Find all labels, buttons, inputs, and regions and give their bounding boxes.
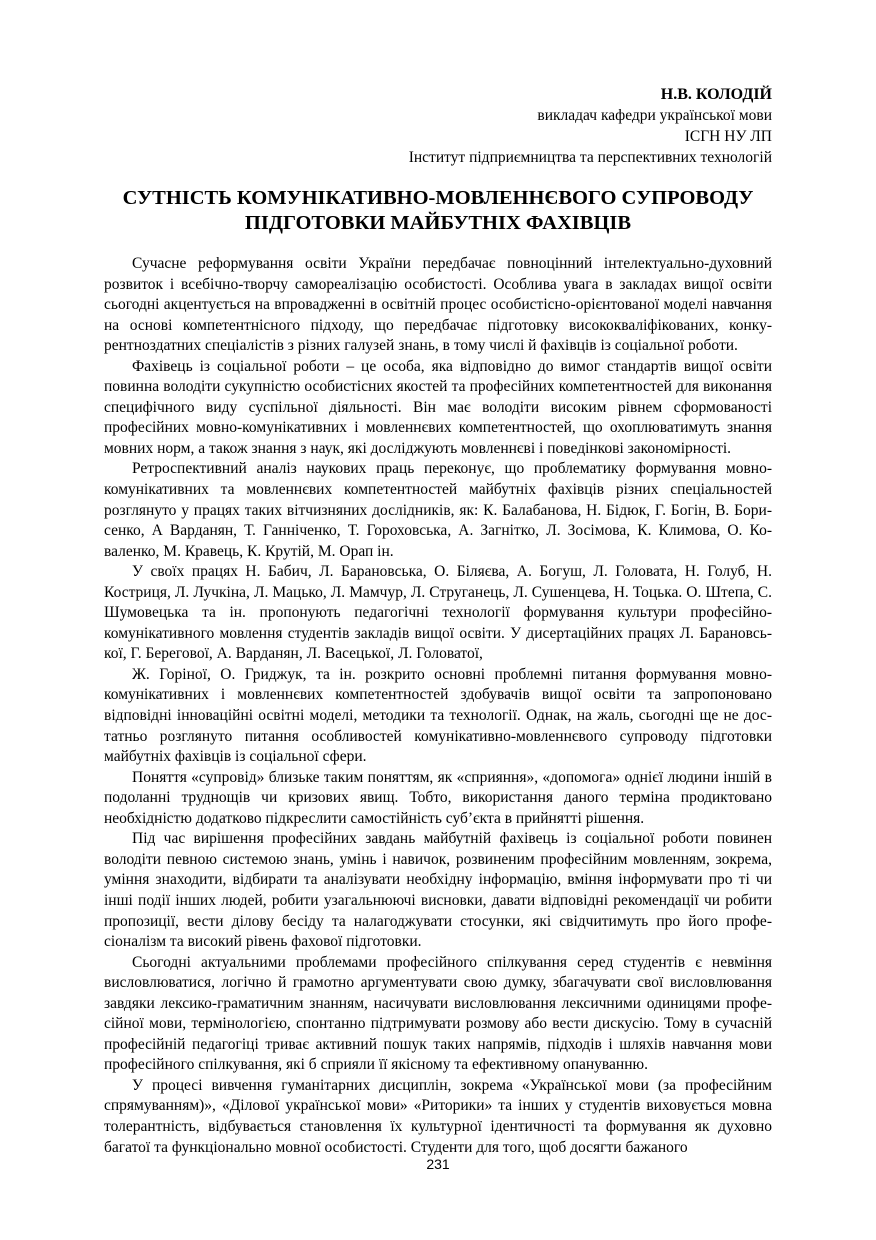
title-line-2: ПІДГОТОВКИ МАЙБУТНІХ ФАХІВЦІВ [244, 212, 632, 234]
paragraph-6: Поняття «супровід» близьке таким поняттям, як «сприяння», «допомога» однієї людини іншій в подоланні труднощів чи кризових явищ. Тобто, використання даного терміна продиктовано необхідністю додатково підкреслити самостійність суб’єкта в прийнятті рішення. [104, 768, 772, 827]
paragraph-2: Фахівець із соціальної роботи – це особа, яка відповідно до вимог стандартів вищої освіти повинна володіти сукупністю особистісних якостей та професійних компетентностей для виконання специфічного виду суспільної діяльності. Він має володіти високим рівнем сформованості професійних мовно-комунікативних і мовленнєвих компетентностей, що охоплюватимуть знання мовних норм, а також знання з наук, які досліджують мовленнєві і поведінкові закономірності. [104, 357, 772, 457]
author-institute: Інститут підприємництва та перспективних технологій [408, 149, 772, 166]
paragraph-5: Ж. Горіної, О. Гриджук, та ін. розкрито основні проблемні питання формування мовно-комунікативних і мовленнєвих компетентностей здобувачів вищої освіти та запропоновано відповідні інноваційні освітні моделі, методики та технології. Однак, на жаль, сьогодні ще не достатньо розглянуто питання особливостей комунікативно-мовленнєвого супроводу підготовки майбутніх фахівців із соціальної сфери. [104, 665, 772, 766]
paragraph-8: Сьогодні актуальними проблемами професійного спілкування серед студентів є невміння висловлюватися, логічно й грамотно аргументувати свою думку, збагачувати свої висловлювання завдяки лексико-граматичним знанням, насичувати висловлювання лексичними одиницями професійної мови, термінологією, спонтанно підтримувати розмову або вести дискусію. Тому в сучасній професійній педагогіці триває активний пошук таких напрямів, підходів і шляхів навчання мови професійного спілкування, які б сприяли її якісному та ефективному опануванню. [104, 953, 772, 1074]
paragraph-7: Під час вирішення професійних завдань майбутній фахівець із соціальної роботи повинен володіти певною системою знань, умінь і навичок, розвиненим професійним мовленням, зокрема, уміння знаходити, відбирати та аналізувати необхідну інформацію, вміння інформувати про ті чи інші події інших людей, робити узагальнюючі висновки, давати відповідні рекомендації чи робити пропозиції, вести ділову бесіду та налагоджувати стосунки, які свідчитимуть про його професіоналізм та високий рівень фахової підготовки. [104, 830, 772, 951]
author-position: викладач кафедри української мови [537, 107, 772, 124]
author-block [409, 84, 772, 168]
page-number: 231 [426, 1156, 450, 1172]
author-institution-short: ІСГН НУ ЛП [684, 128, 772, 145]
author-name: Н.В. КОЛОДІЙ [660, 86, 772, 103]
article-body [104, 254, 772, 1158]
paragraph-3: Ретроспективний аналіз наукових праць переконує, що проблематику формування мовно-комунікативних та мовленнєвих компетентностей майбутніх фахівців різних спеціальностей розглянуто у працях таких вітчизняних дослідників, як: К. Балабанова, Н. Бідюк, Г. Богін, В. Борисенко, А Варданян, Т. Ганніченко, Т. Гороховська, А. Загнітко, Л. Зосімова, К. Климова, О. Коваленко, М. Кравець, К. Крутій, М. Орап ін. [104, 460, 772, 560]
paragraph-1: Сучасне реформування освіти України передбачає повноцінний інтелектуально-духовний розвиток і всебічно-творчу самореалізацію особистості. Особлива увага в закладах вищої освіти сьогодні акцентується на впровадженні в освітній процес особистісно-орієнтованої моделі навчання на основі компетентнісного підходу, що передбачає підготовку висококваліфікованих, конкурентноздатних спеціалістів з різних галузей знань, в тому числі й фахівців із соціальної роботи. [104, 255, 772, 355]
article-title [80, 186, 796, 236]
paragraph-4: У своїх працях Н. Бабич, Л. Барановська, О. Біляєва, А. Богуш, Л. Головата, Н. Голуб, Н. Костриця, Л. Лучкіна, Л. Мацько, Л. Мамчур, Л. Струганець, Л. Сушенцева, Н. Тоцька. О. Штепа, С. Шумовецька та ін. пропонують педагогічні технології формування культури професійно-комунікативного мовлення студентів закладів вищої освіти. У дисертаційних працях Л. Барановської, Г. Берегової, А. Варданян, Л. Васецької, Л. Головатої, [104, 563, 772, 663]
title-line-1: СУТНІСТЬ КОМУНІКАТИВНО-МОВЛЕННЄВОГО СУПРОВОДУ [122, 187, 754, 209]
paragraph-9: У процесі вивчення гуманітарних дисциплін, зокрема «Української мови (за професійним спрямуванням)», «Ділової української мови» «Риторики» та інших у студентів виховується мовна толерантність, відбувається становлення їх культурної ідентичності та формування як духовно багатої та функціонально мовної особистості. Студенти для того, щоб досягти бажаного [104, 1076, 772, 1156]
